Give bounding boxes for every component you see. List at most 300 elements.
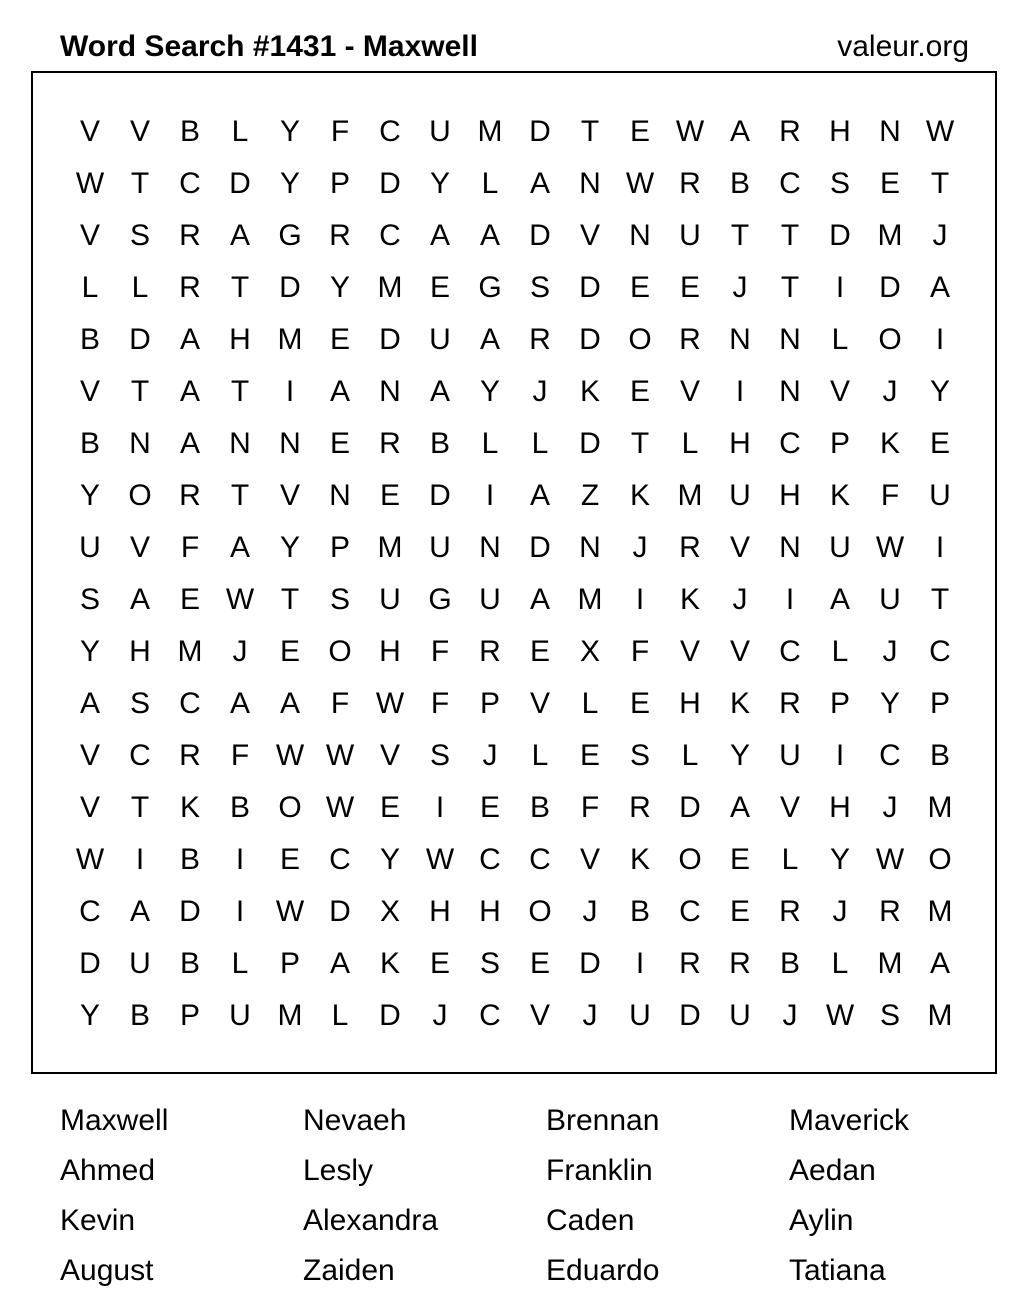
grid-cell[interactable]: O xyxy=(528,895,552,928)
grid-cell[interactable]: W xyxy=(275,895,305,928)
grid-cell[interactable]: S xyxy=(479,947,500,980)
grid-cell[interactable]: A xyxy=(179,323,200,356)
grid-cell[interactable]: A xyxy=(929,271,950,304)
grid-cell[interactable]: B xyxy=(179,843,200,876)
grid-cell[interactable]: E xyxy=(629,375,650,408)
grid-cell[interactable]: V xyxy=(729,635,750,668)
grid-cell[interactable]: S xyxy=(429,739,450,772)
grid-cell[interactable]: Y xyxy=(279,167,300,200)
grid-cell[interactable]: F xyxy=(430,687,450,720)
grid-cell[interactable]: H xyxy=(229,323,251,356)
grid-cell[interactable]: V xyxy=(79,375,100,408)
grid-cell[interactable]: G xyxy=(478,271,502,304)
grid-cell[interactable]: D xyxy=(379,167,401,200)
grid-cell[interactable]: N xyxy=(129,427,151,460)
grid-cell[interactable]: B xyxy=(179,947,200,980)
grid-cell[interactable]: V xyxy=(829,375,850,408)
grid-cell[interactable]: A xyxy=(529,479,550,512)
grid-cell[interactable]: E xyxy=(329,323,350,356)
grid-cell[interactable]: V xyxy=(679,375,700,408)
grid-cell[interactable]: A xyxy=(229,687,250,720)
grid-cell[interactable]: J xyxy=(932,219,948,252)
grid-cell[interactable]: L xyxy=(831,635,849,668)
grid-cell[interactable]: R xyxy=(779,115,801,148)
grid-cell[interactable]: I xyxy=(835,271,845,304)
grid-cell[interactable]: C xyxy=(679,895,701,928)
grid-cell[interactable]: D xyxy=(229,167,251,200)
grid-cell[interactable]: R xyxy=(179,739,201,772)
grid-cell[interactable]: S xyxy=(629,739,650,772)
grid-cell[interactable]: C xyxy=(879,739,901,772)
grid-cell[interactable]: R xyxy=(679,323,701,356)
grid-cell[interactable]: Y xyxy=(379,843,400,876)
grid-cell[interactable]: U xyxy=(729,999,751,1032)
grid-cell[interactable]: T xyxy=(130,375,150,408)
grid-cell[interactable]: O xyxy=(628,323,652,356)
grid-cell[interactable]: R xyxy=(679,947,701,980)
grid-cell[interactable]: T xyxy=(580,115,600,148)
grid-cell[interactable]: O xyxy=(878,323,902,356)
grid-cell[interactable]: M xyxy=(277,999,303,1032)
grid-cell[interactable]: A xyxy=(79,687,100,720)
grid-cell[interactable]: N xyxy=(579,531,601,564)
grid-cell[interactable]: U xyxy=(829,531,851,564)
grid-cell[interactable]: A xyxy=(529,167,550,200)
grid-cell[interactable]: A xyxy=(829,583,850,616)
grid-cell[interactable]: R xyxy=(779,687,801,720)
grid-cell[interactable]: L xyxy=(581,687,599,720)
grid-cell[interactable]: M xyxy=(677,479,703,512)
grid-cell[interactable]: W xyxy=(925,115,955,148)
grid-cell[interactable]: E xyxy=(329,427,350,460)
grid-cell[interactable]: E xyxy=(279,843,300,876)
grid-cell[interactable]: B xyxy=(429,427,450,460)
grid-cell[interactable]: M xyxy=(877,947,903,980)
grid-cell[interactable]: T xyxy=(230,479,250,512)
grid-cell[interactable]: J xyxy=(882,635,898,668)
grid-cell[interactable]: Y xyxy=(279,115,300,148)
grid-cell[interactable]: F xyxy=(580,791,600,824)
grid-cell[interactable]: D xyxy=(529,531,551,564)
grid-cell[interactable]: P xyxy=(179,999,200,1032)
grid-cell[interactable]: A xyxy=(429,219,450,252)
grid-cell[interactable]: S xyxy=(879,999,900,1032)
grid-cell[interactable]: K xyxy=(629,479,650,512)
grid-cell[interactable]: A xyxy=(479,219,500,252)
grid-cell[interactable]: A xyxy=(229,531,250,564)
grid-cell[interactable]: E xyxy=(429,271,450,304)
grid-cell[interactable]: L xyxy=(831,323,849,356)
grid-cell[interactable]: A xyxy=(729,791,750,824)
grid-cell[interactable]: D xyxy=(679,999,701,1032)
grid-cell[interactable]: H xyxy=(829,791,851,824)
grid-cell[interactable]: A xyxy=(129,895,150,928)
grid-cell[interactable]: W xyxy=(75,843,105,876)
grid-cell[interactable]: B xyxy=(79,427,100,460)
grid-cell[interactable]: S xyxy=(79,583,100,616)
grid-cell[interactable]: N xyxy=(329,479,351,512)
grid-cell[interactable]: T xyxy=(630,427,650,460)
grid-cell[interactable]: P xyxy=(929,687,950,720)
grid-cell[interactable]: K xyxy=(379,947,400,980)
grid-cell[interactable]: V xyxy=(79,739,100,772)
grid-cell[interactable]: S xyxy=(129,687,150,720)
grid-cell[interactable]: V xyxy=(79,791,100,824)
grid-cell[interactable]: J xyxy=(632,531,648,564)
grid-cell[interactable]: D xyxy=(279,271,301,304)
grid-cell[interactable]: K xyxy=(729,687,750,720)
grid-cell[interactable]: M xyxy=(377,271,403,304)
grid-cell[interactable]: C xyxy=(479,999,501,1032)
grid-cell[interactable]: L xyxy=(531,427,549,460)
grid-cell[interactable]: Y xyxy=(729,739,750,772)
grid-cell[interactable]: W xyxy=(325,739,355,772)
grid-cell[interactable]: D xyxy=(379,323,401,356)
grid-cell[interactable]: V xyxy=(579,843,600,876)
grid-cell[interactable]: W xyxy=(325,791,355,824)
grid-cell[interactable]: P xyxy=(479,687,500,720)
grid-cell[interactable]: U xyxy=(429,323,451,356)
grid-cell[interactable]: U xyxy=(679,219,701,252)
grid-cell[interactable]: T xyxy=(280,583,300,616)
grid-cell[interactable]: D xyxy=(529,219,551,252)
grid-cell[interactable]: T xyxy=(730,219,750,252)
grid-cell[interactable]: A xyxy=(279,687,300,720)
grid-cell[interactable]: P xyxy=(329,167,350,200)
grid-cell[interactable]: V xyxy=(379,739,400,772)
grid-cell[interactable]: I xyxy=(935,323,945,356)
grid-cell[interactable]: U xyxy=(229,999,251,1032)
grid-cell[interactable]: R xyxy=(879,895,901,928)
grid-cell[interactable]: I xyxy=(285,375,295,408)
grid-cell[interactable]: O xyxy=(278,791,302,824)
grid-cell[interactable]: I xyxy=(635,583,645,616)
grid-cell[interactable]: V xyxy=(679,635,700,668)
grid-cell[interactable]: K xyxy=(179,791,200,824)
grid-cell[interactable]: B xyxy=(779,947,800,980)
grid-cell[interactable]: B xyxy=(79,323,100,356)
grid-cell[interactable]: A xyxy=(179,375,200,408)
grid-cell[interactable]: W xyxy=(675,115,705,148)
grid-cell[interactable]: C xyxy=(179,167,201,200)
grid-cell[interactable]: D xyxy=(879,271,901,304)
grid-cell[interactable]: N xyxy=(629,219,651,252)
grid-cell[interactable]: C xyxy=(379,219,401,252)
grid-cell[interactable]: J xyxy=(782,999,798,1032)
grid-cell[interactable]: P xyxy=(329,531,350,564)
grid-cell[interactable]: C xyxy=(479,843,501,876)
grid-cell[interactable]: H xyxy=(429,895,451,928)
grid-cell[interactable]: U xyxy=(779,739,801,772)
grid-cell[interactable]: E xyxy=(679,271,700,304)
grid-cell[interactable]: A xyxy=(129,583,150,616)
grid-cell[interactable]: F xyxy=(430,635,450,668)
grid-cell[interactable]: F xyxy=(330,115,350,148)
grid-cell[interactable]: Y xyxy=(279,531,300,564)
grid-cell[interactable]: C xyxy=(129,739,151,772)
grid-cell[interactable]: D xyxy=(179,895,201,928)
grid-cell[interactable]: O xyxy=(128,479,152,512)
grid-cell[interactable]: A xyxy=(179,427,200,460)
grid-cell[interactable]: L xyxy=(531,739,549,772)
grid-cell[interactable]: N xyxy=(379,375,401,408)
grid-cell[interactable]: M xyxy=(927,999,953,1032)
grid-cell[interactable]: B xyxy=(529,791,550,824)
grid-cell[interactable]: T xyxy=(930,583,950,616)
grid-cell[interactable]: M xyxy=(277,323,303,356)
grid-cell[interactable]: E xyxy=(729,843,750,876)
grid-cell[interactable]: J xyxy=(432,999,448,1032)
grid-cell[interactable]: I xyxy=(635,947,645,980)
grid-cell[interactable]: D xyxy=(679,791,701,824)
grid-cell[interactable]: U xyxy=(79,531,101,564)
grid-cell[interactable]: D xyxy=(129,323,151,356)
grid-cell[interactable]: F xyxy=(630,635,650,668)
grid-cell[interactable]: W xyxy=(275,739,305,772)
grid-cell[interactable]: E xyxy=(629,687,650,720)
grid-cell[interactable]: L xyxy=(331,999,349,1032)
grid-cell[interactable]: S xyxy=(329,583,350,616)
grid-cell[interactable]: E xyxy=(379,791,400,824)
grid-cell[interactable]: J xyxy=(832,895,848,928)
grid-cell[interactable]: E xyxy=(179,583,200,616)
grid-cell[interactable]: S xyxy=(129,219,150,252)
grid-cell[interactable]: H xyxy=(729,427,751,460)
grid-cell[interactable]: P xyxy=(829,687,850,720)
grid-cell[interactable]: F xyxy=(880,479,900,512)
grid-cell[interactable]: I xyxy=(835,739,845,772)
grid-cell[interactable]: V xyxy=(79,219,100,252)
grid-cell[interactable]: A xyxy=(479,323,500,356)
grid-cell[interactable]: F xyxy=(230,739,250,772)
grid-cell[interactable]: W xyxy=(75,167,105,200)
grid-cell[interactable]: A xyxy=(229,219,250,252)
grid-cell[interactable]: O xyxy=(678,843,702,876)
grid-cell[interactable]: F xyxy=(330,687,350,720)
grid-cell[interactable]: H xyxy=(679,687,701,720)
grid-cell[interactable]: C xyxy=(779,167,801,200)
grid-cell[interactable]: E xyxy=(629,271,650,304)
grid-cell[interactable]: K xyxy=(829,479,850,512)
grid-cell[interactable]: I xyxy=(785,583,795,616)
grid-cell[interactable]: V xyxy=(79,115,100,148)
grid-cell[interactable]: A xyxy=(729,115,750,148)
grid-cell[interactable]: N xyxy=(779,531,801,564)
grid-cell[interactable]: L xyxy=(81,271,99,304)
grid-cell[interactable]: A xyxy=(329,375,350,408)
grid-cell[interactable]: L xyxy=(831,947,849,980)
grid-cell[interactable]: I xyxy=(135,843,145,876)
grid-cell[interactable]: H xyxy=(129,635,151,668)
grid-cell[interactable]: H xyxy=(779,479,801,512)
grid-cell[interactable]: K xyxy=(579,375,600,408)
grid-cell[interactable]: Y xyxy=(79,635,100,668)
grid-cell[interactable]: S xyxy=(529,271,550,304)
grid-cell[interactable]: V xyxy=(129,531,150,564)
grid-cell[interactable]: N xyxy=(779,375,801,408)
grid-cell[interactable]: U xyxy=(729,479,751,512)
grid-cell[interactable]: X xyxy=(379,895,400,928)
grid-cell[interactable]: U xyxy=(929,479,951,512)
grid-cell[interactable]: V xyxy=(579,219,600,252)
grid-cell[interactable]: E xyxy=(479,791,500,824)
grid-cell[interactable]: N xyxy=(279,427,301,460)
grid-cell[interactable]: V xyxy=(729,531,750,564)
grid-cell[interactable]: D xyxy=(579,947,601,980)
grid-cell[interactable]: X xyxy=(579,635,600,668)
grid-cell[interactable]: M xyxy=(877,219,903,252)
grid-cell[interactable]: H xyxy=(379,635,401,668)
grid-cell[interactable]: E xyxy=(729,895,750,928)
grid-cell[interactable]: R xyxy=(179,271,201,304)
grid-cell[interactable]: N xyxy=(729,323,751,356)
grid-cell[interactable]: R xyxy=(329,219,351,252)
grid-cell[interactable]: E xyxy=(579,739,600,772)
grid-cell[interactable]: E xyxy=(279,635,300,668)
grid-cell[interactable]: I xyxy=(435,791,445,824)
grid-cell[interactable]: T xyxy=(130,791,150,824)
grid-cell[interactable]: N xyxy=(579,167,601,200)
grid-cell[interactable]: W xyxy=(875,531,905,564)
grid-cell[interactable]: R xyxy=(779,895,801,928)
grid-cell[interactable]: J xyxy=(882,791,898,824)
grid-cell[interactable]: C xyxy=(79,895,101,928)
grid-cell[interactable]: E xyxy=(629,115,650,148)
grid-cell[interactable]: O xyxy=(328,635,352,668)
grid-cell[interactable]: W xyxy=(225,583,255,616)
grid-cell[interactable]: T xyxy=(230,375,250,408)
grid-cell[interactable]: T xyxy=(230,271,250,304)
grid-cell[interactable]: U xyxy=(379,583,401,616)
grid-cell[interactable]: R xyxy=(629,791,651,824)
grid-cell[interactable]: E xyxy=(529,635,550,668)
grid-cell[interactable]: K xyxy=(679,583,700,616)
grid-cell[interactable]: D xyxy=(829,219,851,252)
grid-cell[interactable]: U xyxy=(629,999,651,1032)
grid-cell[interactable]: T xyxy=(130,167,150,200)
grid-cell[interactable]: E xyxy=(429,947,450,980)
grid-cell[interactable]: E xyxy=(879,167,900,200)
grid-cell[interactable]: N xyxy=(879,115,901,148)
grid-cell[interactable]: P xyxy=(829,427,850,460)
grid-cell[interactable]: E xyxy=(929,427,950,460)
grid-cell[interactable]: B xyxy=(929,739,950,772)
grid-cell[interactable]: L xyxy=(231,947,249,980)
grid-cell[interactable]: V xyxy=(779,791,800,824)
grid-cell[interactable]: T xyxy=(780,271,800,304)
grid-cell[interactable]: L xyxy=(681,427,699,460)
grid-cell[interactable]: M xyxy=(377,531,403,564)
grid-cell[interactable]: R xyxy=(179,219,201,252)
grid-cell[interactable]: R xyxy=(179,479,201,512)
grid-cell[interactable]: F xyxy=(180,531,200,564)
grid-cell[interactable]: N xyxy=(229,427,251,460)
grid-cell[interactable]: M xyxy=(927,895,953,928)
grid-cell[interactable]: M xyxy=(177,635,203,668)
grid-cell[interactable]: W xyxy=(825,999,855,1032)
grid-cell[interactable]: V xyxy=(129,115,150,148)
grid-cell[interactable]: D xyxy=(79,947,101,980)
grid-cell[interactable]: Y xyxy=(479,375,500,408)
grid-cell[interactable]: N xyxy=(479,531,501,564)
grid-cell[interactable]: T xyxy=(780,219,800,252)
grid-cell[interactable]: S xyxy=(829,167,850,200)
grid-cell[interactable]: U xyxy=(429,115,451,148)
grid-cell[interactable]: Y xyxy=(829,843,850,876)
grid-cell[interactable]: D xyxy=(429,479,451,512)
grid-cell[interactable]: Y xyxy=(79,999,100,1032)
grid-cell[interactable]: J xyxy=(532,375,548,408)
grid-cell[interactable]: A xyxy=(329,947,350,980)
grid-cell[interactable]: K xyxy=(629,843,650,876)
grid-cell[interactable]: Y xyxy=(79,479,100,512)
grid-cell[interactable]: J xyxy=(482,739,498,772)
grid-cell[interactable]: C xyxy=(329,843,351,876)
grid-cell[interactable]: B xyxy=(179,115,200,148)
grid-cell[interactable]: Z xyxy=(580,479,600,512)
grid-cell[interactable]: W xyxy=(625,167,655,200)
grid-cell[interactable]: H xyxy=(829,115,851,148)
grid-cell[interactable]: V xyxy=(529,999,550,1032)
grid-cell[interactable]: U xyxy=(879,583,901,616)
grid-cell[interactable]: K xyxy=(879,427,900,460)
grid-cell[interactable]: J xyxy=(582,895,598,928)
grid-cell[interactable]: R xyxy=(529,323,551,356)
grid-cell[interactable]: N xyxy=(779,323,801,356)
grid-cell[interactable]: B xyxy=(629,895,650,928)
grid-cell[interactable]: C xyxy=(779,635,801,668)
grid-cell[interactable]: T xyxy=(930,167,950,200)
grid-cell[interactable]: R xyxy=(729,947,751,980)
grid-cell[interactable]: J xyxy=(732,583,748,616)
grid-cell[interactable]: G xyxy=(278,219,302,252)
grid-cell[interactable]: B xyxy=(229,791,250,824)
grid-cell[interactable]: M xyxy=(477,115,503,148)
grid-cell[interactable]: P xyxy=(279,947,300,980)
grid-cell[interactable]: U xyxy=(129,947,151,980)
grid-cell[interactable]: I xyxy=(485,479,495,512)
grid-cell[interactable]: J xyxy=(232,635,248,668)
grid-cell[interactable]: I xyxy=(235,843,245,876)
grid-cell[interactable]: M xyxy=(577,583,603,616)
grid-cell[interactable]: Y xyxy=(879,687,900,720)
grid-cell[interactable]: W xyxy=(375,687,405,720)
grid-cell[interactable]: R xyxy=(379,427,401,460)
grid-cell[interactable]: G xyxy=(428,583,452,616)
grid-cell[interactable]: D xyxy=(529,115,551,148)
grid-cell[interactable]: L xyxy=(481,427,499,460)
grid-cell[interactable]: D xyxy=(579,271,601,304)
grid-cell[interactable]: L xyxy=(481,167,499,200)
grid-cell[interactable]: D xyxy=(379,999,401,1032)
grid-cell[interactable]: A xyxy=(429,375,450,408)
grid-cell[interactable]: R xyxy=(479,635,501,668)
grid-cell[interactable]: R xyxy=(679,167,701,200)
grid-cell[interactable]: D xyxy=(579,323,601,356)
grid-cell[interactable]: L xyxy=(231,115,249,148)
grid-cell[interactable]: W xyxy=(425,843,455,876)
grid-cell[interactable]: C xyxy=(929,635,951,668)
grid-cell[interactable]: I xyxy=(935,531,945,564)
grid-cell[interactable]: A xyxy=(929,947,950,980)
grid-cell[interactable]: I xyxy=(735,375,745,408)
grid-cell[interactable]: A xyxy=(529,583,550,616)
grid-cell[interactable]: H xyxy=(479,895,501,928)
grid-cell[interactable]: O xyxy=(928,843,952,876)
grid-cell[interactable]: J xyxy=(882,375,898,408)
grid-cell[interactable]: Y xyxy=(929,375,950,408)
grid-cell[interactable]: C xyxy=(529,843,551,876)
